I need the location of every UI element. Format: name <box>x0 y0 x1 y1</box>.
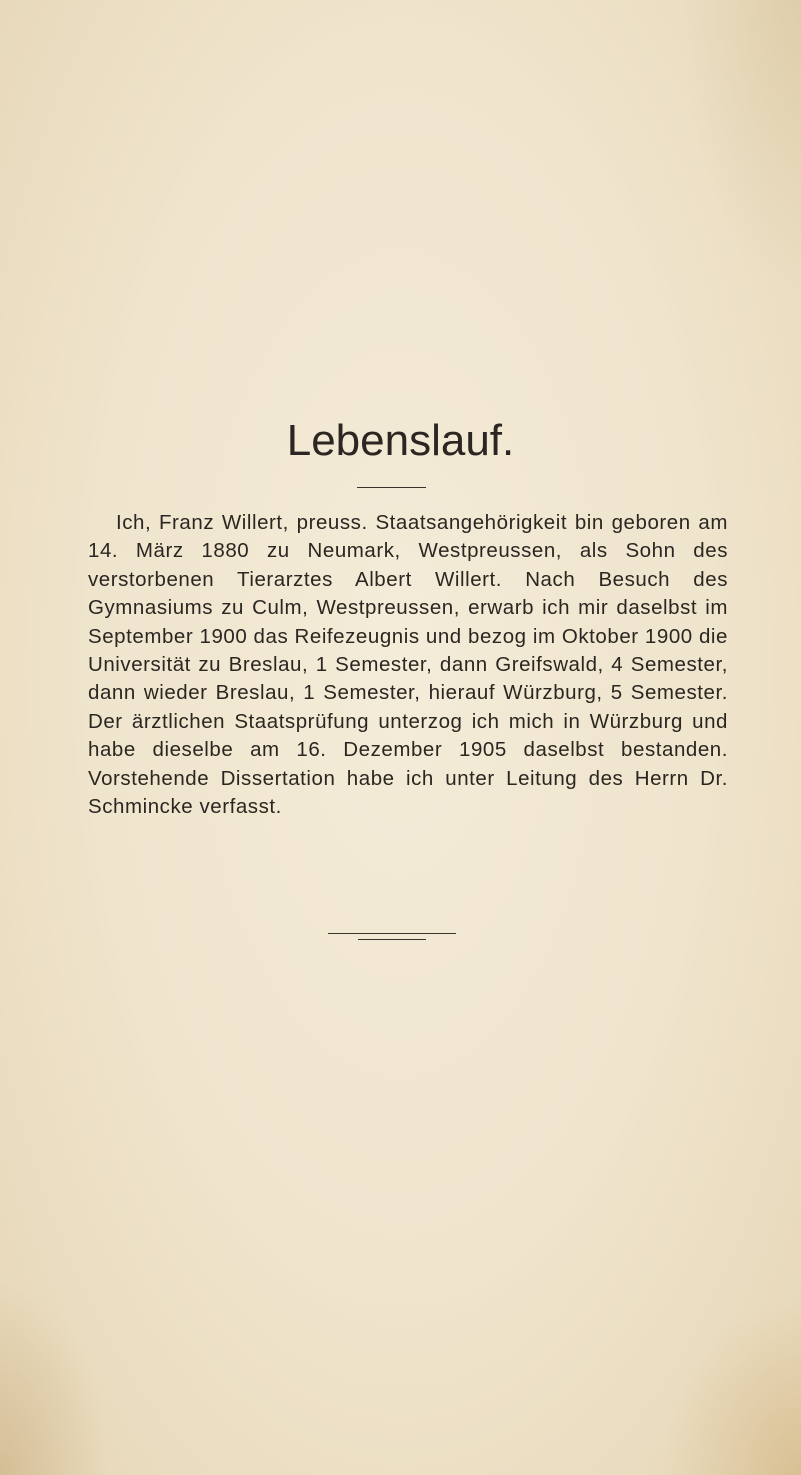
closing-divider-long <box>328 933 456 934</box>
paper-stain <box>0 1280 110 1475</box>
closing-divider-short <box>358 939 426 940</box>
title-divider <box>357 487 426 488</box>
paper-stain <box>681 0 801 300</box>
paper-stain <box>661 1300 801 1475</box>
page-title: Lebenslauf. <box>286 416 515 465</box>
biography-paragraph: Ich, Franz Willert, preuss. Staatsangehörigkeit bin geboren am 14. März 1880 zu Neumark, Westpreussen, als Sohn des verstorbenen Tierarztes Albert Willert. Nach Besuch des Gymnasiums zu Culm, Westpreussen, erwarb ich mir daselbst im September 1900 das Reifezeugnis und bezog im Oktober 1900 die Universität zu Breslau, 1 Semester, dann Greifswald, 4 Semester, dann wieder Breslau, 1 Semester, hierauf Würzburg, 5 Semester. Der ärztlichen Staatsprüfung unterzog ich mich in Würzburg und habe dieselbe am 16. Dezember 1905 daselbst bestanden. Vorstehende Dissertation habe ich unter Leitung des Herrn Dr. Schmincke verfasst. <box>88 511 728 819</box>
